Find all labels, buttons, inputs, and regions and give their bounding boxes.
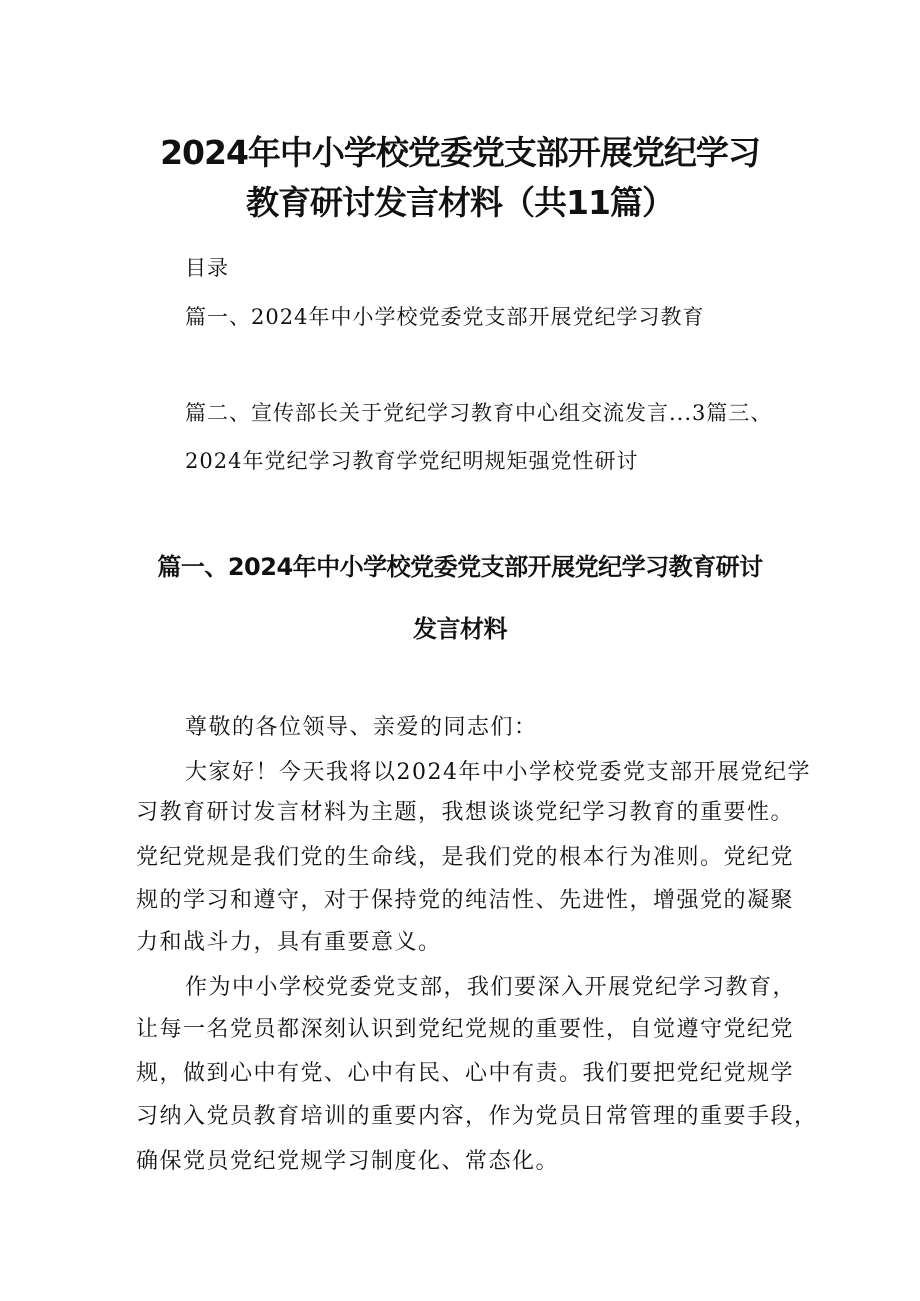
document-title-line-2: 教育研讨发言材料（共11篇）: [246, 183, 674, 222]
paragraph-2-line-3: 规，做到心中有党、心中有民、心中有责。我们要把党纪党规学: [136, 1061, 795, 1086]
paragraph-1-line-2: 习教育研讨发言材料为主题，我想谈谈党纪学习教育的重要性。: [136, 800, 795, 825]
toc-entry-2[interactable]: 篇二、宣传部长关于党纪学习教育中心组交流发言...3篇三、: [185, 401, 773, 425]
section-1-heading-line-1: 篇一、2024年中小学校党委党支部开展党纪学习教育研讨: [157, 553, 763, 581]
paragraph-1-line-3: 党纪党规是我们党的生命线，是我们党的根本行为准则。党纪党: [136, 845, 795, 870]
toc-entry-1[interactable]: 篇一、2024年中小学校党委党支部开展党纪学习教育: [185, 305, 705, 329]
paragraph-1-line-5: 力和战斗力，具有重要意义。: [136, 930, 442, 955]
section-1-heading-line-2: 发言材料: [413, 615, 507, 643]
toc-label: 目录: [185, 256, 229, 280]
paragraph-1-line-1: 大家好！今天我将以2024年中小学校党委党支部开展党纪学: [185, 760, 811, 785]
paragraph-2-line-4: 习纳入党员教育培训的重要内容，作为党员日常管理的重要手段，: [136, 1104, 818, 1129]
toc-entry-3[interactable]: 2024年党纪学习教育学党纪明规矩强党性研讨: [185, 449, 639, 473]
salutation: 尊敬的各位领导、亲爱的同志们：: [185, 715, 538, 740]
paragraph-1-line-4: 规的学习和遵守，对于保持党的纯洁性、先进性，增强党的凝聚: [136, 888, 795, 913]
document-title-line-1: 2024年中小学校党委党支部开展党纪学习: [160, 133, 760, 172]
paragraph-2-line-1: 作为中小学校党委党支部，我们要深入开展党纪学习教育，: [185, 975, 797, 1000]
paragraph-2-line-5: 确保党员党纪党规学习制度化、常态化。: [136, 1149, 560, 1174]
paragraph-2-line-2: 让每一名党员都深刻认识到党纪党规的重要性，自觉遵守党纪党: [136, 1017, 795, 1042]
